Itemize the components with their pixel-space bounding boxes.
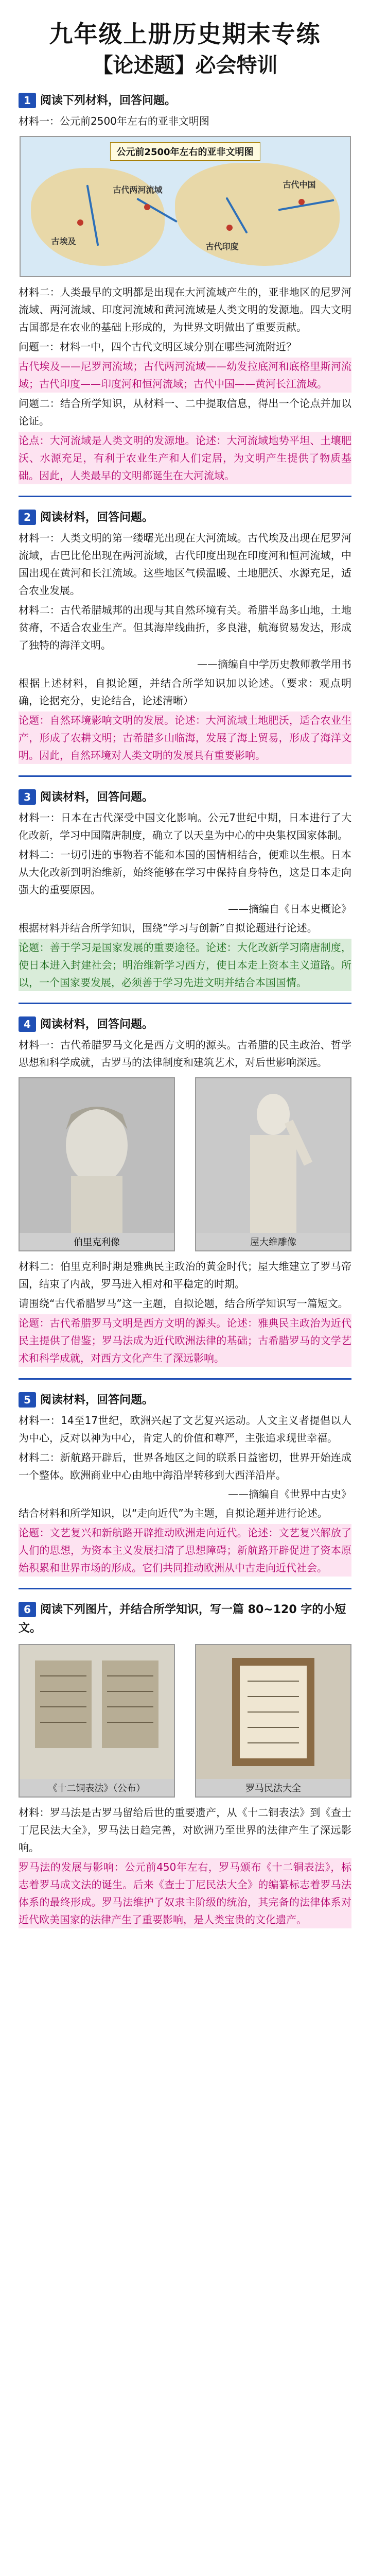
material-1: 材料一：14至17世纪，欧洲兴起了文艺复兴运动。人文主义者提倡以人为中心，反对以神为中心，肯定人的价值和尊严，主张追求现世幸福。 [19,1414,351,1444]
map-label-egypt: 古埃及 [51,236,76,246]
question-text: 根据上述材料，自拟论题，并结合所学知识加以论述。（要求：观点明确，论据充分，史论结合，论述清晰） [19,677,351,707]
question-number: 2 [19,510,36,525]
citation: ——摘编自中学历史教师教学用书 [197,658,351,670]
material-2: 材料二：新航路开辟后，世界各地区之间的联系日益密切，世界开始连成一个整体。欧洲商业中心由地中海沿岸转移到大西洋沿岸。 [19,1451,351,1481]
citation: ——摘编自《世界中古史》 [228,1488,351,1500]
question-1 [0,86,370,490]
question-text: 请围绕“古代希腊罗马”这一主题，自拟论题，结合所学知识写一篇短文。 [19,1297,348,1310]
question-prompt: 阅读材料，回答问题。 [40,1018,154,1031]
map-label-china: 古代中国 [283,180,316,190]
question-prompt: 阅读下列图片，并结合所学知识，写一篇 80~120 字的小短文。 [19,1603,346,1635]
image-caption: 伯里克利像 [74,1237,120,1248]
image-row [19,1644,351,1798]
material-2: 材料二：人类最早的文明都是出现在大河流域产生的，亚非地区的尼罗河流域、两河流域、印度河流域和黄河流域是人类文明的发源地。四大文明古国都是在农业的基础上形成的，为世界文明做出了重要贡献。 [19,286,351,333]
question-number: 1 [19,93,36,108]
map-marker [226,225,233,231]
header [0,0,370,86]
map-label-india: 古代印度 [205,242,239,251]
corpus-juris-image [195,1644,351,1798]
twelve-tables-image [19,1644,175,1798]
divider [19,496,351,497]
answer: 论题：善于学习是国家发展的重要途径。论述：大化改新学习隋唐制度，使日本进入封建社会；明治维新学习西方，使日本走上资本主义道路。所以，一个国家要发展，必须善于学习先进文明并结合本国国情。 [19,939,351,991]
divider [19,1003,351,1004]
image-caption: 《十二铜表法》（公布） [48,1783,146,1794]
question-6 [0,1595,370,1935]
map-marker [77,219,83,226]
question-number: 3 [19,789,36,805]
statue-icon [196,1078,350,1233]
sub-question-2: 问题二：结合所学知识，从材料一、二中提取信息，得出一个论点并加以论证。 [19,397,351,427]
answer: 论题：古代希腊罗马文明是西方文明的源头。论述：雅典民主政治为近代民主提供了借鉴；罗马法成为近代欧洲法律的基础；古希腊罗马的文学艺术和科学成就，对西方文化产生了深远影响。 [19,1314,351,1367]
question-3 [0,782,370,997]
citation: ——摘编自《日本史概论》 [228,903,351,915]
question-prompt: 阅读材料，回答问题。 [40,511,154,524]
material-1: 材料一：日本在古代深受中国文化影响。公元7世纪中期，日本进行了大化改新，学习中国隋唐制度，确立了以天皇为中心的中央集权国家体制。 [19,811,351,841]
answer: 论题：文艺复兴和新航路开辟推动欧洲走向近代。论述：文艺复兴解放了人们的思想，为资本主义发展扫清了思想障碍；新航路开辟促进了资本原始积累和世界市场的形成。它们共同推动欧洲从中古走向近代社会。 [19,1524,351,1577]
material-2: 材料二：伯里克利时期是雅典民主政治的黄金时代；屋大维建立了罗马帝国，结束了内战，罗马进入相对和平稳定的时期。 [19,1260,351,1290]
question-text: 根据材料并结合所学知识，围绕“学习与创新”自拟论题进行论述。 [19,922,318,934]
map-marker [144,204,150,210]
divider [19,1378,351,1380]
image-caption: 屋大维雕像 [250,1237,296,1248]
divider [19,1588,351,1589]
page-subtitle: 【论述题】必会特训 [92,54,278,77]
pericles-portrait [19,1077,175,1251]
question-number: 5 [19,1392,36,1408]
material-label: 材料一： [19,115,60,127]
answer: 罗马法的发展与影响：公元前450年左右，罗马颁布《十二铜表法》，标志着罗马成文法的诞生。后来《查士丁尼民法大全》的编纂标志着罗马法体系的最终形成。罗马法维护了奴隶主阶级的统治，其完备的法律体系对近代欧美国家的法律产生了重要影响，是人类宝贵的文化遗产。 [19,1858,351,1928]
octavian-statue [195,1077,351,1251]
question-prompt: 阅读材料，回答问题。 [40,791,154,804]
question-prompt: 阅读材料，回答问题。 [40,1394,154,1406]
answer: 论题：自然环境影响文明的发展。论述：大河流域土地肥沃，适合农业生产，形成了农耕文明；古希腊多山临海，发展了海上贸易，形成了海洋文明。因此，自然环境对人类文明的发展具有重要影响。 [19,711,351,764]
engraving-icon [20,1645,174,1779]
divider [19,775,351,777]
page-title: 九年级上册历史期末专练 [49,20,321,48]
material: 材料：罗马法是古罗马留给后世的重要遗产，从《十二铜表法》到《查士丁尼民法大全》，罗马法日趋完善，对欧洲乃至世界的法律产生了深远影响。 [19,1806,351,1854]
image-row [19,1077,351,1251]
map-label-mesopotamia: 古代两河流域 [113,185,163,195]
material-1: 材料一：人类文明的第一缕曙光出现在大河流域。古代埃及出现在尼罗河流域，古巴比伦出现在两河流域，古代印度出现在印度河和恒河流域，中国出现在黄河和长江流域。这些地区气候温暖、土地肥沃、水源充足，适合农业发展。 [19,532,351,597]
image-caption: 罗马民法大全 [245,1783,301,1794]
material-text: 公元前2500年左右的亚非文明图 [60,115,209,127]
question-5 [0,1385,370,1583]
ancient-civilizations-map [20,136,351,277]
bust-icon [20,1078,174,1233]
question-number: 4 [19,1016,36,1032]
material-1: 材料一：古代希腊罗马文化是西方文明的源头。古希腊的民主政治、哲学思想和科学成就，古罗马的法律制度和建筑艺术，对后世影响深远。 [19,1039,351,1069]
map-caption: 公元前2500年左右的亚非文明图 [110,142,260,161]
question-prompt: 阅读下列材料，回答问题。 [40,94,177,107]
sub-question-1: 问题一：材料一中，四个古代文明区域分别在哪些河流附近？ [19,341,296,353]
question-text: 结合材料和所学知识，以“走向近代”为主题，自拟论题并进行论述。 [19,1507,328,1519]
material-2: 材料二：一切引进的事物若不能和本国的国情相结合，便难以生根。日本从大化改新到明治维新，始终能够在学习中保持自身特色，这是日本走向强大的重要原因。 [19,849,351,896]
question-4 [0,1009,370,1373]
question-2 [0,502,370,770]
book-icon [196,1645,350,1779]
material-2: 材料二：古代希腊城邦的出现与其自然环境有关。希腊半岛多山地，土地贫瘠，不适合农业生产。但其海岸线曲折，多良港，航海贸易发达，形成了独特的海洋文明。 [19,604,351,651]
answer-2: 论点：大河流域是人类文明的发源地。论述：大河流域地势平坦、土壤肥沃、水源充足，有利于农业生产和人们定居，为文明产生提供了物质基础。因此，人类最早的文明都诞生在大河流域。 [19,432,351,484]
question-number: 6 [19,1602,36,1617]
map-marker [298,199,305,205]
answer-1: 古代埃及——尼罗河流域；古代两河流域——幼发拉底河和底格里斯河流域；古代印度——印度河和恒河流域；古代中国——黄河长江流域。 [19,358,351,393]
